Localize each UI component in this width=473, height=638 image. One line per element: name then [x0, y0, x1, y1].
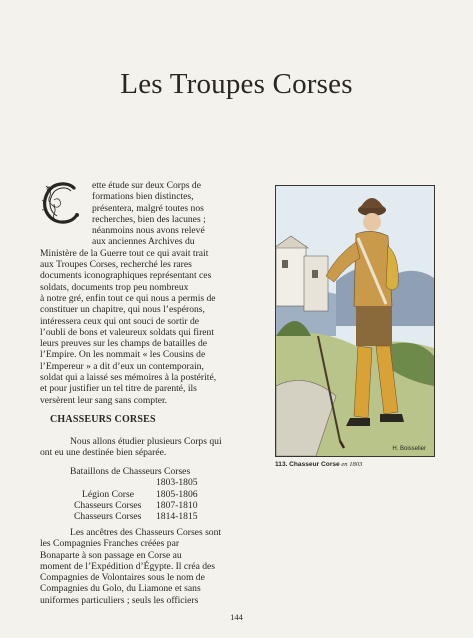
intro-line: l’Empire. On les nommait « les Cousins de: [40, 349, 206, 361]
paragraph-line: uniformes particuliers ; seuls les officiers: [40, 594, 199, 606]
paragraph: [40, 527, 254, 606]
intro-line: recherches, bien des lacunes ;: [92, 213, 206, 225]
intro-line: versèrent leur sang sans compter.: [40, 394, 168, 406]
intro-line: leurs preuves sur les champs de batailles de: [40, 338, 208, 350]
battalion-years: 1814-1815: [156, 511, 198, 523]
intro-line: présentera, malgré toutes nos: [92, 202, 204, 214]
paragraph-line: Compagnies du Golo, du Liamone et sans: [40, 583, 201, 595]
chasseur-corse-illustration: [275, 185, 435, 457]
page-title: Les Troupes Corses: [120, 68, 353, 100]
intro-line: aux anciennes Archives du: [92, 236, 195, 248]
signature: H. Boisselier: [392, 446, 426, 452]
intro-line: néanmoins nous avons relevé: [92, 225, 205, 237]
battalion-label: Chasseurs Corses: [74, 499, 142, 511]
ornate-dropcap-c-icon: [40, 180, 82, 224]
paragraph-line: ont eu une destinée bien séparée.: [40, 447, 167, 459]
intro-line: à notre gré, enfin tout ce qui nous a permis de: [40, 292, 216, 304]
paragraph-line: les Compagnies Franches créées par: [40, 538, 180, 550]
illustration-caption: [275, 461, 362, 468]
intro-line: documents iconographiques représentant ces: [40, 270, 212, 282]
battalion-label: Légion Corse: [82, 488, 134, 500]
intro-line: formations bien distinctes,: [92, 191, 194, 203]
battalion-label: Bataillons de Chasseurs Corses: [70, 466, 191, 477]
caption-number: 113.: [275, 461, 288, 468]
intro-line: constituer un chapitre, qui nous l’espérons,: [40, 304, 205, 316]
intro-block: [40, 180, 254, 406]
caption-date: en 1803: [341, 461, 363, 468]
battalion-years: 1803-1805: [156, 477, 198, 489]
intro-line: soldat qui a laissé ses mémoires à la postérité,: [40, 372, 217, 384]
intro-line: aux Troupes Corses, recherché les rares: [40, 259, 192, 271]
caption-subject: Chasseur Corse: [289, 461, 340, 468]
paragraph-line: Bonaparte à son passage en Corse au: [40, 549, 182, 561]
battalion-years: 1807-1810: [156, 499, 198, 511]
battalion-label: Chasseurs Corses: [74, 511, 142, 523]
battalion-years: 1805-1806: [156, 488, 198, 500]
paragraph-line: Compagnies de Volontaires sous le nom de: [40, 572, 205, 584]
intro-line: l’Empereur » a dit d’eux un contemporain,: [40, 360, 204, 372]
intro-line: et pour justifier un tel titre de parenté, ils: [40, 383, 197, 395]
paragraph: [40, 436, 254, 459]
intro-line: soldats, documents trop peu nombreux: [40, 281, 189, 293]
intro-paragraph: [40, 180, 254, 406]
intro-line: Ministère de la Guerre tout ce qui avait trait: [40, 247, 209, 259]
intro-line: intéressera ceux qui ont souci de sortir de: [40, 315, 200, 327]
paragraph-line: Nous allons étudier plusieurs Corps qui: [70, 436, 222, 447]
paragraph-line: Les ancêtres des Chasseurs Corses sont: [70, 527, 222, 538]
section-heading: CHASSEURS CORSES: [50, 414, 156, 425]
page-number: 144: [230, 612, 243, 622]
intro-line: ette étude sur deux Corps de: [92, 180, 201, 191]
soldier-painting-icon: [276, 186, 434, 456]
intro-line: l’oubli de bons et valeureux soldats qui firent: [40, 326, 214, 338]
paragraph-line: moment de l’Expédition d’Égypte. Il créa des: [40, 560, 216, 572]
